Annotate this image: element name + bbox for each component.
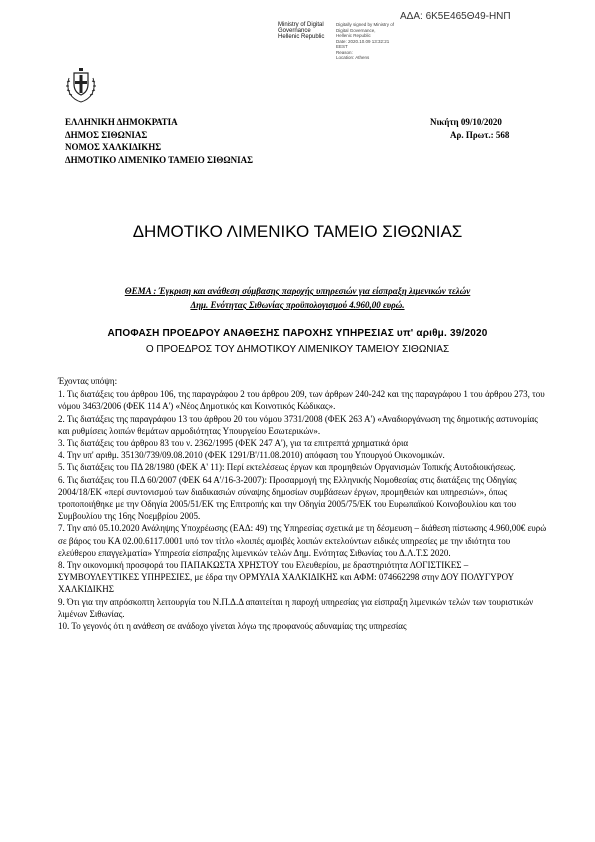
date-protocol-block bbox=[430, 116, 509, 142]
digital-signature-block bbox=[278, 22, 324, 40]
protocol-number: Αρ. Πρωτ.: 568 bbox=[450, 130, 510, 140]
header-line: ΔΗΜΟΤΙΚΟ ΛΙΜΕΝΙΚΟ ΤΑΜΕΙΟ ΣΙΘΩΝΙΑΣ bbox=[65, 154, 254, 165]
list-item: 3. Τις διατάξεις του άρθρου 83 του ν. 2362/1995 (ΦΕΚ 247 Α'), για τα επιτρεπτά χρηματικά όρια bbox=[58, 438, 409, 449]
signer-line: Hellenic Republic bbox=[278, 34, 325, 40]
subject-text-continued: Δημ. Ενότητας Σιθωνίας προϋπολογισμού 4.960,00 ευρώ. bbox=[190, 300, 405, 310]
signature-detail: EEST bbox=[336, 44, 348, 49]
body-lead: Έχοντας υπόψη: bbox=[58, 376, 118, 386]
ada-code: ΑΔΑ: 6Κ5Ε465Θ49-ΗΝΠ bbox=[400, 11, 511, 22]
list-item: 8. Την οικονομική προσφορά του ΠΑΠΑΚΩΣΤΑ ΧΡΗΣΤΟΥ του Ελευθερίου, με δραστηριότητα ΛΟΓΙΣΤΙΚΕΣ – ΣΥΜΒΟΥΛΕΥΤΙΚΕΣ ΥΠΗΡΕΣΙΕΣ, με έδρα την ΟΡΜΥΛΙΑ ΧΑΛΚΙΔΙΚΗΣ και ΑΦΜ: 074662298 στην ΔΟΥ ΠΟΛΥΓΥΡΟΥ ΧΑΛΚΙΔΙΚΗΣ bbox=[58, 560, 514, 595]
header-line: ΔΗΜΟΣ ΣΙΘΩΝΙΑΣ bbox=[65, 129, 148, 140]
subject-label: ΘΕΜΑ : bbox=[124, 286, 157, 296]
signature-detail: Date: 2020.10.09 13:32:21 bbox=[336, 38, 390, 44]
decision-issuer: Ο ΠΡΟΕΔΡΟΣ ΤΟΥ ΔΗΜΟΤΙΚΟΥ ΛΙΜΕΝΙΚΟΥ ΤΑΜΕΙΟΥ ΣΙΘΩΝΙΑΣ bbox=[145, 344, 450, 355]
signature-detail: Reason: bbox=[336, 49, 353, 55]
document-body bbox=[58, 375, 548, 632]
header-line: ΝΟΜΟΣ ΧΑΛΚΙΔΙΚΗΣ bbox=[65, 142, 162, 152]
list-item: 5. Τις διατάξεις του ΠΔ 28/1980 (ΦΕΚ Α' 11): Περί εκτελέσεως έργων και προμηθειών Οργανισμών Τοπικής Αυτοδιοικήσεως. bbox=[58, 462, 516, 473]
signature-detail: Digitally signed by Ministry of bbox=[336, 22, 395, 27]
signature-detail: Hellenic Republic bbox=[336, 33, 371, 38]
decision-heading bbox=[0, 326, 595, 358]
signature-detail: Digital Governance, bbox=[336, 27, 376, 33]
list-item: 7. Την από 05.10.2020 Ανάληψης Υποχρέωσης (ΕΑΔ: 49) της Υπηρεσίας σχετικά με τη δέσμευση – διάθεση πίστωσης 4.960,00€ ευρώ σε βάρος του ΚΑ 02.00.6117.0001 υπό τον τίτλο «λοιπές αμοιβές λοιπών εκτελούντων ειδικές υπηρεσίες με την ιδιότητα του ελεύθερου επαγγελματία» Υπηρεσία είσπραξης λιμενικών τελών Δημ. Ενότητας Σιθωνίας του Δ.Λ.Τ.Σ 2020. bbox=[58, 523, 547, 558]
list-item: 6. Τις διατάξεις του Π.Δ 60/2007 (ΦΕΚ 64 Α'/16-3-2007): Προσαρμογή της Ελληνικής Νομοθεσίας στις διατάξεις της Οδηγίας 2004/18/ΕΚ «περί συντονισμού των διαδικασιών σύναψης δημοσίων συμβάσεων έργων, προμηθειών και υπηρεσιών», όπως τροποποιήθηκε με την Οδηγία 2005/51/ΕΚ της Επιτροπής και την Οδηγία 2005/75/ΕΚ του Ευρωπαϊκού Κοινοβουλίου και του Συμβουλίου της 16ης Νοεμβρίου 2005. bbox=[58, 474, 517, 522]
list-item: 4. Την υπ' αριθμ. 35130/739/09.08.2010 (ΦΕΚ 1291/Β'/11.08.2010) απόφαση του Υπουργού Οικονομικών. bbox=[58, 450, 445, 461]
subject-text: Έγκριση και ανάθεση σύμβασης παροχής υπηρεσιών για είσπραξη λιμενικών τελών bbox=[156, 286, 471, 296]
document-date: Νικήτη 09/10/2020 bbox=[430, 117, 502, 127]
signature-detail: Location: Athens bbox=[336, 55, 370, 60]
list-item: 9. Ότι για την απρόσκοπτη λειτουργία του Ν.Π.Δ.Δ απαιτείται η παροχή υπηρεσίας για είσπραξη λιμενικών τελών των τουριστικών λιμένων Σιθωνίας. bbox=[58, 596, 534, 619]
signer-line: Ministry of Digital bbox=[278, 22, 324, 28]
list-item: 1. Τις διατάξεις του άρθρου 106, της παραγράφου 2 του άρθρου 209, των άρθρων 240-242 και της παραγράφου 1 του άρθρου 273, του νόμου 3463/2006 (ΦΕΚ 114 Α') «Νέος Δημοτικός και Κοινοτικός Κώδικας». bbox=[58, 389, 545, 412]
list-item: 10. Το γεγονός ότι η ανάθεση σε ανάδοχο γίνεται λόγω της προφανούς αδυναμίας της υπηρεσίας bbox=[58, 621, 407, 632]
signer-line: Governance bbox=[278, 28, 311, 34]
header-line: ΕΛΛΗΝΙΚΗ ΔΗΜΟΚΡΑΤΙΑ bbox=[65, 117, 178, 127]
decision-title: ΑΠΟΦΑΣΗ ΠΡΟΕΔΡΟΥ ΑΝΑΘΕΣΗΣ ΠΑΡΟΧΗΣ ΥΠΗΡΕΣΙΑΣ υπ' αριθμ. 39/2020 bbox=[107, 328, 488, 339]
greek-emblem-icon bbox=[64, 66, 98, 104]
subject-block bbox=[30, 284, 565, 312]
list-item: 2. Τις διατάξεις της παραγράφου 13 του άρθρου 20 του νόμου 3731/2008 (ΦΕΚ 263 Α') «Αναδιοργάνωση της δημοτικής αστυνομίας και ρυθμίσεις λοιπών θεμάτων αρμοδιότητας Υπουργείου Εσωτερικών». bbox=[58, 413, 538, 436]
page-title: ΔΗΜΟΤΙΚΟ ΛΙΜΕΝΙΚΟ ΤΑΜΕΙΟ ΣΙΘΩΝΙΑΣ bbox=[132, 222, 463, 241]
digital-signature-details bbox=[336, 22, 394, 61]
issuer-header bbox=[65, 116, 253, 166]
